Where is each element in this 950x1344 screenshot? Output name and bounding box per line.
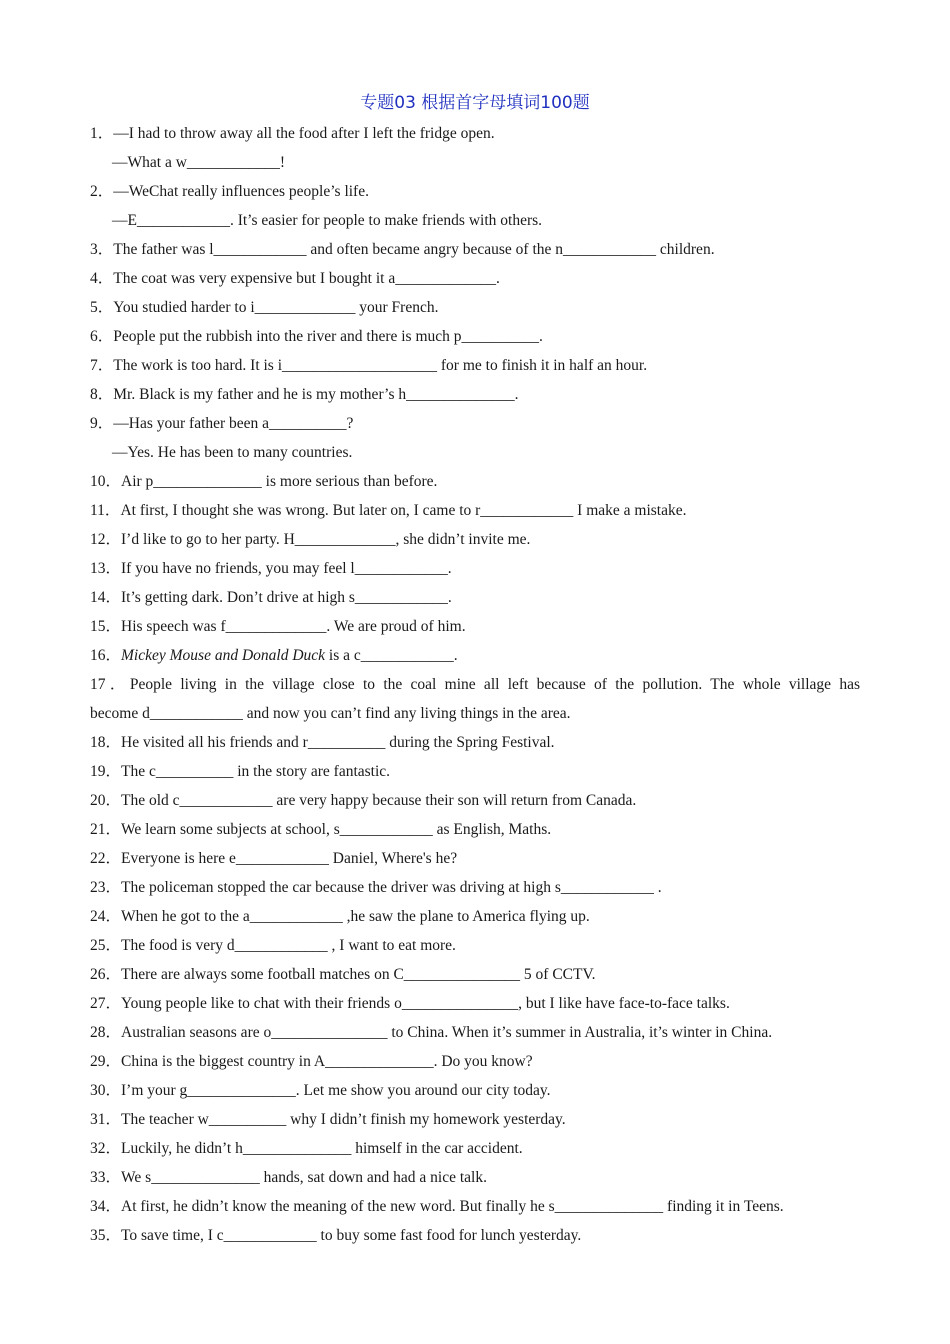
question-line bbox=[90, 293, 860, 322]
question-line bbox=[90, 177, 860, 206]
question-text: There are always some football matches on C_______________ 5 of CCTV. bbox=[121, 966, 596, 983]
question-text: The work is too hard. It is i____________________ for me to finish it in half an hour. bbox=[113, 357, 648, 374]
question-text: —Yes. He has been to many countries. bbox=[112, 444, 353, 461]
question-text: China is the biggest country in A______________. Do you know? bbox=[121, 1053, 533, 1070]
question-line bbox=[90, 583, 860, 612]
question-italic-text: Mickey Mouse and Donald Duck bbox=[121, 647, 326, 664]
question-text: The father was l____________ and often became angry because of the n____________ children. bbox=[113, 241, 715, 258]
question-text: We learn some subjects at school, s____________ as English, Maths. bbox=[121, 821, 552, 838]
question-number: 7． bbox=[90, 357, 114, 374]
question-text: His speech was f_____________. We are proud of him. bbox=[121, 618, 466, 635]
question-line bbox=[90, 409, 860, 438]
question-line bbox=[90, 264, 860, 293]
question-text: People put the rubbish into the river and there is much p__________. bbox=[113, 328, 543, 345]
question-number: 32． bbox=[90, 1140, 122, 1157]
question-number: 4． bbox=[90, 270, 114, 287]
question-text: I’d like to go to her party. H_____________, she didn’t invite me. bbox=[121, 531, 531, 548]
question-number: 10． bbox=[90, 473, 122, 490]
question-text: We s______________ hands, sat down and had a nice talk. bbox=[121, 1169, 487, 1186]
question-line bbox=[90, 467, 860, 496]
question-number: 33． bbox=[90, 1169, 122, 1186]
question-number: 31． bbox=[90, 1111, 122, 1128]
question-text: At first, I thought she was wrong. But later on, I came to r____________ I make a mistake. bbox=[120, 502, 687, 519]
question-number: 2． bbox=[90, 183, 114, 200]
question-line bbox=[90, 989, 860, 1018]
question-number: 22． bbox=[90, 850, 122, 867]
question-text: To save time, I c____________ to buy some fast food for lunch yesterday. bbox=[121, 1227, 582, 1244]
question-text: Australian seasons are o_______________ to China. When it’s summer in Australia, it’s winter in China. bbox=[121, 1024, 773, 1041]
question-number: 20． bbox=[90, 792, 122, 809]
question-continuation-line bbox=[90, 148, 860, 177]
question-number: 3． bbox=[90, 241, 114, 258]
question-number: 21． bbox=[90, 821, 122, 838]
question-number: 30． bbox=[90, 1082, 122, 1099]
question-text: —What a w____________! bbox=[112, 154, 286, 171]
question-line bbox=[90, 525, 860, 554]
question-line bbox=[90, 1047, 860, 1076]
question-text: If you have no friends, you may feel l____________. bbox=[121, 560, 452, 577]
question-text: At first, he didn’t know the meaning of the new word. But finally he s______________ finding it in Teens. bbox=[121, 1198, 784, 1215]
question-line bbox=[90, 380, 860, 409]
question-line bbox=[90, 496, 860, 525]
question-number: 34． bbox=[90, 1198, 122, 1215]
question-line bbox=[90, 1134, 860, 1163]
question-number: 5． bbox=[90, 299, 114, 316]
question-line bbox=[90, 960, 860, 989]
question-number: 29． bbox=[90, 1053, 122, 1070]
question-line bbox=[90, 1018, 860, 1047]
question-text: Mr. Black is my father and he is my mother’s h______________. bbox=[113, 386, 519, 403]
question-text: He visited all his friends and r__________ during the Spring Festival. bbox=[121, 734, 555, 751]
question-number: 8． bbox=[90, 386, 114, 403]
question-number: 26． bbox=[90, 966, 122, 983]
question-text: is a c____________. bbox=[325, 647, 458, 664]
question-list bbox=[90, 119, 860, 1250]
question-line bbox=[90, 844, 860, 873]
question-text: become d____________ and now you can’t find any living things in the area. bbox=[90, 705, 571, 722]
question-text: The food is very d____________ , I want to eat more. bbox=[121, 937, 456, 954]
question-number: 13． bbox=[90, 560, 122, 577]
page-title: 专题03 根据首字母填词100题 bbox=[360, 93, 590, 113]
question-text: —E____________. It’s easier for people to make friends with others. bbox=[112, 212, 543, 229]
question-number: 16． bbox=[90, 647, 122, 664]
question-number: 14． bbox=[90, 589, 122, 606]
question-continuation-line bbox=[90, 438, 860, 467]
question-line bbox=[90, 1163, 860, 1192]
question-continuation-line bbox=[90, 699, 860, 728]
question-number: 6． bbox=[90, 328, 114, 345]
question-line bbox=[90, 670, 860, 699]
question-text: It’s getting dark. Don’t drive at high s____________. bbox=[121, 589, 452, 606]
question-number: 27． bbox=[90, 995, 122, 1012]
question-number: 11． bbox=[90, 502, 121, 519]
question-text: Luckily, he didn’t h______________ himself in the car accident. bbox=[121, 1140, 523, 1157]
question-number: 28． bbox=[90, 1024, 122, 1041]
question-text: The coat was very expensive but I bought it a_____________. bbox=[113, 270, 500, 287]
question-line bbox=[90, 873, 860, 902]
question-text: When he got to the a____________ ,he saw the plane to America flying up. bbox=[121, 908, 590, 925]
question-text: —WeChat really influences people’s life. bbox=[113, 183, 369, 200]
question-line bbox=[90, 902, 860, 931]
question-number: 25． bbox=[90, 937, 122, 954]
question-continuation-line bbox=[90, 206, 860, 235]
question-number: 15． bbox=[90, 618, 122, 635]
question-number: 17． bbox=[90, 676, 130, 693]
question-number: 9． bbox=[90, 415, 114, 432]
question-number: 1． bbox=[90, 125, 114, 142]
question-line bbox=[90, 757, 860, 786]
question-text: You studied harder to i_____________ your French. bbox=[113, 299, 439, 316]
question-number: 23． bbox=[90, 879, 122, 896]
question-line bbox=[90, 235, 860, 264]
question-line bbox=[90, 119, 860, 148]
question-line bbox=[90, 1192, 860, 1221]
question-text: Air p______________ is more serious than before. bbox=[121, 473, 438, 490]
question-number: 35． bbox=[90, 1227, 122, 1244]
question-text: —I had to throw away all the food after I left the fridge open. bbox=[113, 125, 495, 142]
question-text: The old c____________ are very happy because their son will return from Canada. bbox=[121, 792, 637, 809]
question-text: People living in the village close to the coal mine all left because of the pollution. The whole village has bbox=[129, 676, 860, 693]
question-line bbox=[90, 612, 860, 641]
question-line bbox=[90, 322, 860, 351]
question-line bbox=[90, 931, 860, 960]
question-text: I’m your g______________. Let me show you around our city today. bbox=[121, 1082, 551, 1099]
question-line bbox=[90, 1221, 860, 1250]
question-text: Everyone is here e____________ Daniel, Where's he? bbox=[121, 850, 458, 867]
question-number: 12． bbox=[90, 531, 122, 548]
question-text: The c__________ in the story are fantastic. bbox=[121, 763, 391, 780]
question-text: —Has your father been a__________? bbox=[113, 415, 354, 432]
question-line bbox=[90, 641, 860, 670]
question-line bbox=[90, 554, 860, 583]
question-text: The teacher w__________ why I didn’t finish my homework yesterday. bbox=[121, 1111, 566, 1128]
question-text: The policeman stopped the car because the driver was driving at high s____________ . bbox=[121, 879, 662, 896]
question-line bbox=[90, 728, 860, 757]
question-line bbox=[90, 351, 860, 380]
question-text: Young people like to chat with their friends o_______________, but I like have face-to-face talks. bbox=[121, 995, 730, 1012]
question-number: 24． bbox=[90, 908, 122, 925]
question-line bbox=[90, 815, 860, 844]
question-line bbox=[90, 1105, 860, 1134]
question-number: 19． bbox=[90, 763, 122, 780]
question-line bbox=[90, 786, 860, 815]
question-line bbox=[90, 1076, 860, 1105]
question-number: 18． bbox=[90, 734, 122, 751]
